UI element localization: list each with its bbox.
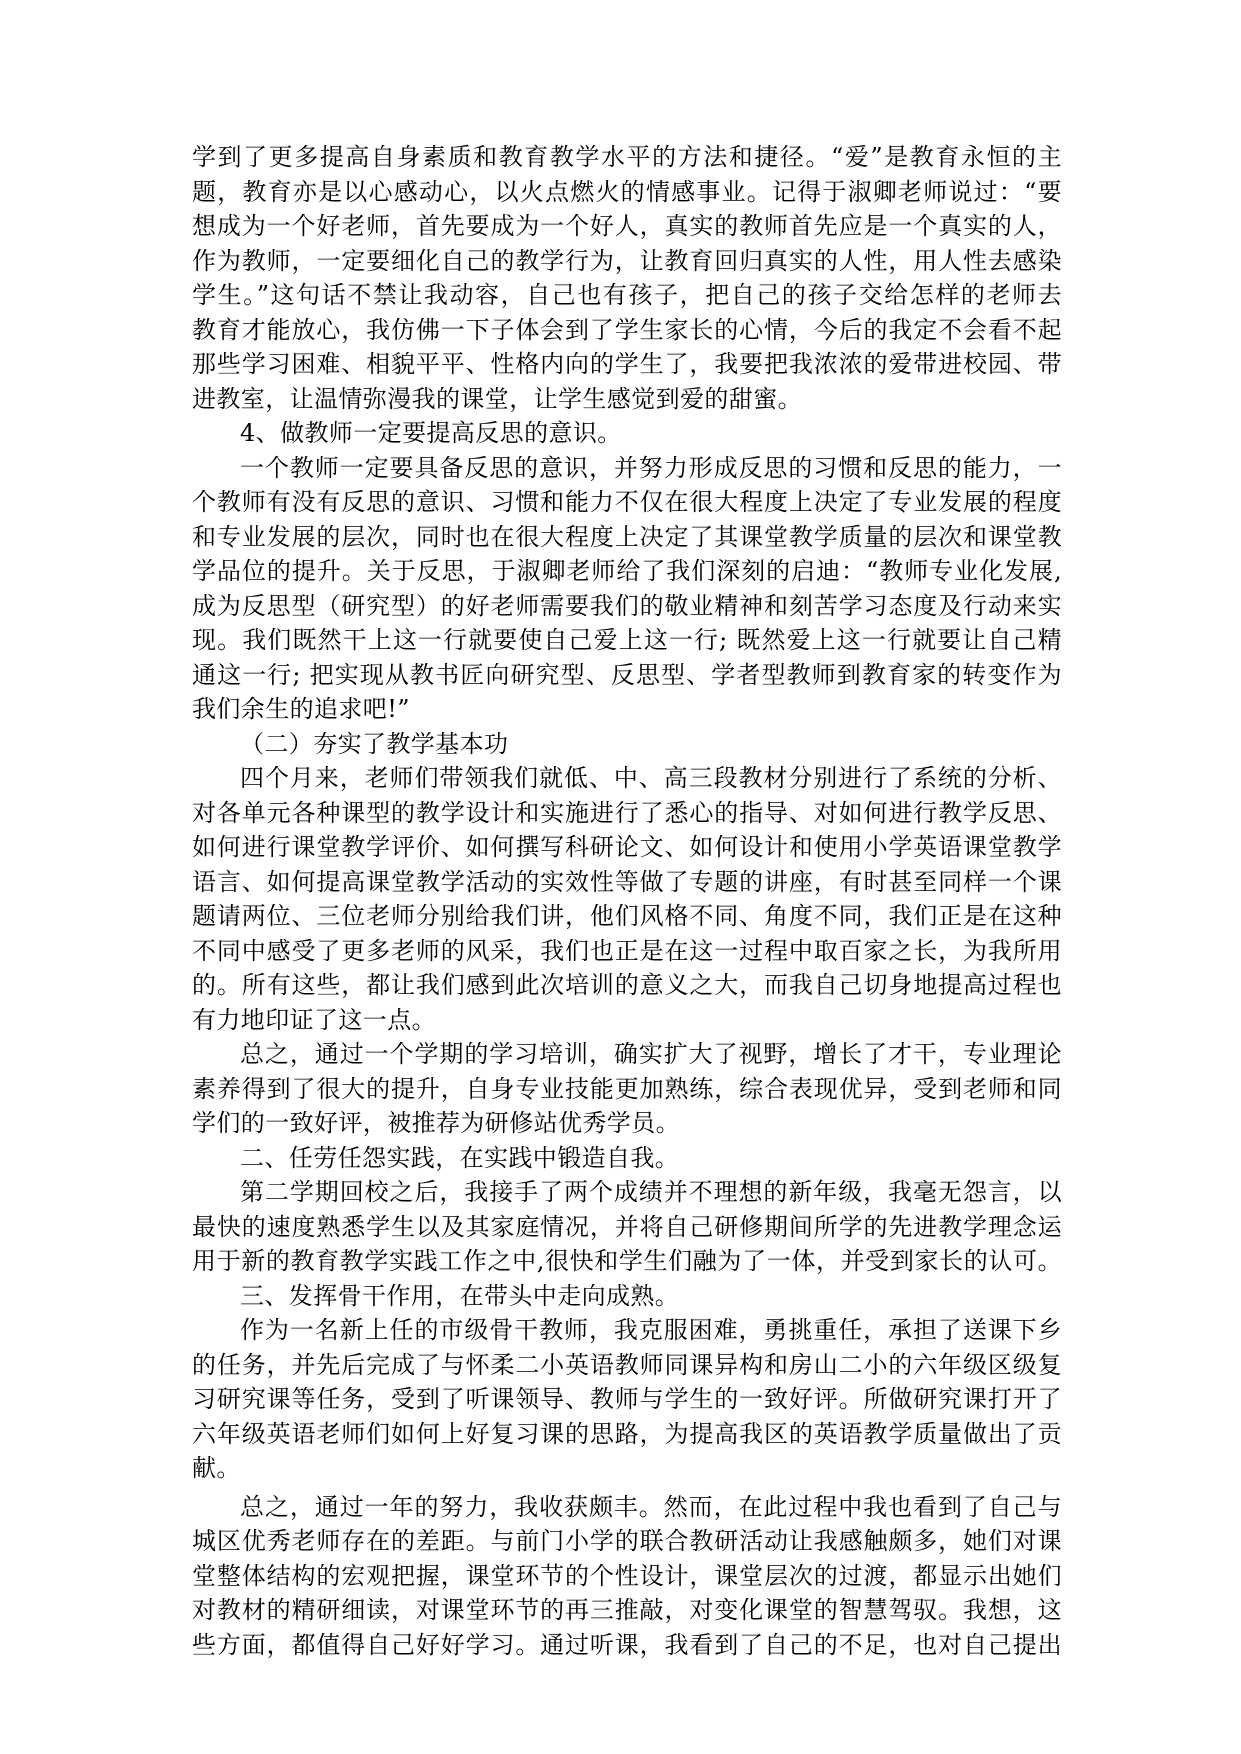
text-line: 学们的一致好评，被推荐为研修站优秀学员。 [192,1109,680,1137]
text-line: 素养得到了很大的提升，自身专业技能更加熟练，综合表现优异，受到老师和同 [192,1074,1062,1103]
text-line: 和专业发展的层次，同时也在很大程度上决定了其课堂教学质量的层次和课堂教 [192,522,1062,551]
text-line: 语言、如何提高课堂教学活动的实效性等做了专题的讲座，有时甚至同样一个课 [192,867,1062,896]
text-line: 对各单元各种课型的教学设计和实施进行了悉心的指导、对如何进行教学反思、 [192,798,1062,827]
text-line: 三、发挥骨干作用，在带头中走向成熟。 [240,1281,680,1310]
text-line: 成为反思型（研究型）的好老师需要我们的敬业精神和刻苦学习态度及行动来实 [192,591,1062,620]
text-line: 第二学期回校之后，我接手了两个成绩并不理想的新年级，我毫无怨言，以 [240,1178,1062,1206]
text-line: 对教材的精研细读，对课堂环节的再三推敲，对变化课堂的智慧驾驭。我想，这 [192,1596,1062,1624]
text-line: 的任务，并先后完成了与怀柔二小英语教师同课异构和房山二小的六年级区级复 [192,1350,1062,1379]
text-line: 用于新的教育教学实践工作之中,很快和学生们融为了一体，并受到家长的认可。 [192,1247,1062,1275]
text-line: （二）夯实了教学基本功 [240,729,509,758]
text-line: 二、任劳任怨实践，在实践中锻造自我。 [240,1143,680,1172]
text-line: 有力地印证了这一点。 [192,1005,436,1034]
text-line: 作为一名新上任的市级骨干教师，我克服困难，勇挑重任，承担了送课下乡 [240,1316,1062,1344]
text-line: 进教室，让温情弥漫我的课堂，让学生感觉到爱的甜蜜。 [192,384,802,413]
text-line: 教育才能放心，我仿佛一下子体会到了学生家长的心情，今后的我定不会看不起 [192,315,1062,344]
text-line: 如何进行课堂教学评价、如何撰写科研论文、如何设计和使用小学英语课堂教学 [192,833,1062,861]
text-line: 题请两位、三位老师分别给我们讲，他们风格不同、角度不同，我们正是在这种 [192,902,1062,930]
text-line: 不同中感受了更多老师的风采，我们也正是在这一过程中取百家之长，为我所用 [192,936,1062,965]
text-line: 作为教师，一定要细化自己的教学行为，让教育回归真实的人性，用人性去感染 [192,246,1062,275]
text-line: 习研究课等任务，受到了听课领导、教师与学生的一致好评。所做研究课打开了 [192,1385,1062,1413]
text-line: 最快的速度熟悉学生以及其家庭情况，并将自己研修期间所学的先进教学理念运 [192,1212,1062,1241]
text-line: 那些学习困难、相貌平平、性格内向的学生了，我要把我浓浓的爱带进校园、带 [192,350,1062,378]
text-line: 些方面，都值得自己好好学习。通过听课，我看到了自己的不足，也对自己提出 [192,1630,1062,1659]
text-line: 学生。”这句话不禁让我动容，自己也有孩子，把自己的孩子交给怎样的老师去 [192,281,1062,309]
text-line: 通这一行; 把实现从教书匠向研究型、反思型、学者型教师到教育家的转变作为 [192,660,1062,689]
text-line: 六年级英语老师们如何上好复习课的思路，为提高我区的英语教学质量做出了贡 [192,1419,1062,1448]
text-line: 想成为一个好老师，首先要成为一个好人，真实的教师首先应是一个真实的人， [192,212,1062,240]
text-line: 个教师有没有反思的意识、习惯和能力不仅在很大程度上决定了专业发展的程度 [192,488,1062,516]
text-line: 四个月来，老师们带领我们就低、中、高三段教材分别进行了系统的分析、 [240,764,1062,792]
text-line: 的。所有这些，都让我们感到此次培训的意义之大，而我自己切身地提高过程也 [192,971,1062,999]
text-line: 城区优秀老师存在的差距。与前门小学的联合教研活动让我感触颇多，她们对课 [192,1527,1062,1555]
text-line: 献。 [192,1454,241,1482]
document-body [192,140,1062,1662]
text-line: 学到了更多提高自身素质和教育教学水平的方法和捷径。“爱”是教育永恒的主 [192,143,1062,171]
text-line: 一个教师一定要具备反思的意识，并努力形成反思的习惯和反思的能力，一 [240,453,1062,482]
text-line: 现。我们既然干上这一行就要使自己爱上这一行; 既然爱上这一行就要让自己精 [192,626,1062,654]
text-line: 总之，通过一个学期的学习培训，确实扩大了视野，增长了才干，专业理论 [240,1040,1062,1068]
text-line: 学品位的提升。关于反思，于淑卿老师给了我们深刻的启迪：“教师专业化发展, [192,557,1062,585]
text-line: 总之，通过一年的努力，我收获颇丰。然而，在此过程中我也看到了自己与 [240,1492,1062,1521]
text-line: 4、做教师一定要提高反思的意识。 [240,419,622,447]
text-line: 堂整体结构的宏观把握，课堂环节的个性设计，课堂层次的过渡，都显示出她们 [192,1561,1062,1590]
text-line: 我们余生的追求吧!” [192,695,410,723]
text-line: 题，教育亦是以心感动心，以火点燃火的情感事业。记得于淑卿老师说过：“要 [192,177,1062,206]
